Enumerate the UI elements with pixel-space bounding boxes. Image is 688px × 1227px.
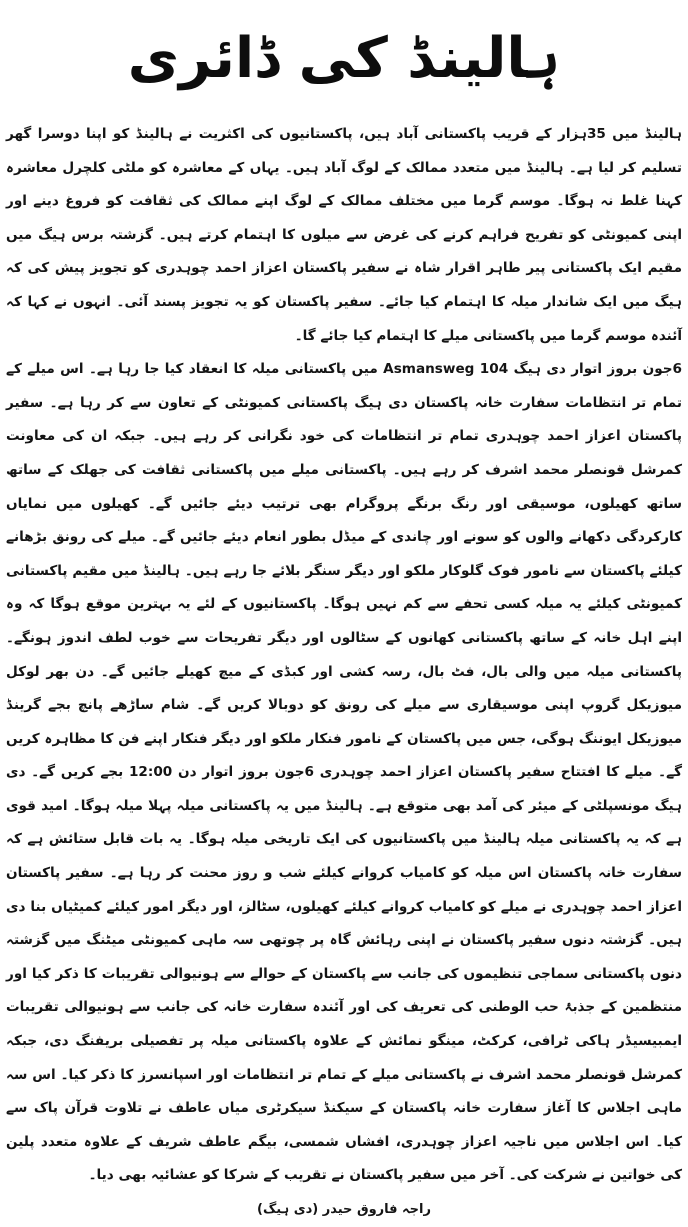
headline-block: [6, 0, 682, 118]
headline: ہالینڈ کی ڈائری: [127, 26, 561, 91]
byline: راجہ فاروق حیدر (دی ہیگ): [257, 1202, 431, 1217]
article-paragraph-2: 6جون بروز اتوار دی ہیگ Asmansweg 104 میں پاکستانی میلہ کا انعقاد کیا جا رہا ہے۔ اس میلے کے تمام تر انتظامات سفارت خانہ پاکستان دی ہیگ پاکستانی کمیونٹی کے تعاون سے کر رہا ہے۔ سفیر پاکستان اعزاز احمد چوہدری تمام تر انتظامات کی خود نگرانی کر رہے ہیں۔ جبکہ ان کی معاونت کمرشل قونصلر محمد اشرف کر رہے ہیں۔ پاکستانی میلے میں پاکستانی ثقافت کی جھلک کے ساتھ ساتھ کھیلوں، موسیقی اور رنگ برنگے پروگرام بھی ترتیب دیئے جائیں گے۔ کھیلوں میں نمایاں کارکردگی دکھانے والوں کو سونے اور چاندی کے میڈل بطور انعام دیئے جائیں گے۔ میلے کی رونق بڑھانے کیلئے پاکستان سے نامور فوک گلوکار ملکو اور دیگر سنگر بلائے جا رہے ہیں۔ ہالینڈ میں مقیم پاکستانی کمیونٹی کیلئے یہ میلہ کسی تحفے سے کم نہیں ہوگا۔ پاکستانیوں کے لئے یہ بہترین موقع ہوگا کہ وہ اپنے اہل خانہ کے ساتھ پاکستانی کھانوں کے سٹالوں اور دیگر تفریحات سے خوب لطف اندوز ہونگے۔ پاکستانی میلہ میں والی بال، فٹ بال، رسہ کشی اور کبڈی کے میچ کھیلے جائیں گے۔ دن بھر لوکل میوزیکل گروپ اپنی موسیقاری سے میلے کی رونق کو دوبالا کریں گے۔ شام ساڑھے پانچ بجے گرینڈ میوزیکل ایوننگ ہوگی، جس میں پاکستان کے نامور فنکار ملکو اور دیگر فنکار اپنے فن کا مظاہرہ کریں گے۔ میلے کا افتتاح سفیر پاکستان اعزاز احمد چوہدری 6جون بروز اتوار دن 12:00 بجے کریں گے۔ دی ہیگ مونسپلٹی کے میئر کی آمد بھی متوقع ہے۔ ہالینڈ میں یہ پاکستانی میلہ پہلا میلہ ہوگا۔ امید قوی ہے کہ یہ پاکستانی میلہ ہالینڈ میں پاکستانیوں کی ایک تاریخی میلہ ہوگا۔ یہ بات قابل ستائش ہے کہ سفارت خانہ پاکستان اس میلہ کو کامیاب کروانے کیلئے شب و روز محنت کر رہا ہے۔ سفیر پاکستان اعزاز احمد چوہدری نے میلے کو کامیاب کروانے کیلئے کھیلوں، سٹالز، اور دیگر امور کیلئے کمیٹیاں بنا دی ہیں۔ گزشتہ دنوں سفیر پاکستان نے اپنی رہائش گاہ پر چوتھی سہ ماہی کمیونٹی میٹنگ میں گزشتہ دنوں پاکستانی سماجی تنظیموں کی جانب سے پاکستان کے حوالے سے ہونیوالی تقریبات کا ذکر کیا اور منتظمین کے جذبۂ حب الوطنی کی تعریف کی اور آئندہ سفارت خانہ کی جانب سے ہونیوالی تقریبات ایمبیسیڈر ہاکی ٹرافی، کرکٹ، مینگو نمائش کے علاوہ پاکستانی میلہ پر تفصیلی بریفنگ دی، جبکہ کمرشل قونصلر محمد اشرف نے پاکستانی میلے کے تمام تر انتظامات اور اسپانسرز کا ذکر کیا۔ اس سہ ماہی اجلاس کا آغاز سفارت خانہ پاکستان کے سیکنڈ سیکرٹری میاں عاطف نے تلاوت قرآن پاک سے کیا۔ اس اجلاس میں ناجیہ اعزاز چوہدری، افشاں شمسی، بیگم عاطف شریف کے علاوہ متعدد پلین کی خواتین نے شرکت کی۔ آخر میں سفیر پاکستان نے تقریب کے شرکا کو عشائیہ بھی دیا۔: [6, 361, 682, 1184]
article-paragraph-1: ہالینڈ میں 35ہزار کے قریب پاکستانی آباد ہیں، پاکستانیوں کی اکثریت نے ہالینڈ کو اپنا دوسرا گھر تسلیم کر لیا ہے۔ ہالینڈ میں متعدد ممالک کے لوگ آباد ہیں۔ یہاں کے معاشرہ کو ملٹی کلچرل معاشرہ کہنا غلط نہ ہوگا۔ موسم گرما میں مختلف ممالک کے لوگ اپنے ممالک کی ثقافت کو فروغ دینے اور اپنی کمیونٹی کو تفریح فراہم کرنے کی غرض سے میلوں کا اہتمام کرتے ہیں۔ گزشتہ برس ہیگ میں مقیم ایک پاکستانی پیر طاہر اقرار شاہ نے سفیر پاکستان اعزاز احمد چوہدری کو تجویز پیش کی کہ ہیگ میں ایک شاندار میلہ کا اہتمام کیا جائے۔ سفیر پاکستان کو یہ تجویز پسند آئی۔ انہوں نے کہا کہ آئندہ موسم گرما میں پاکستانی میلے کا اہتمام کیا جائے گا۔: [6, 126, 682, 344]
article-body: [6, 118, 682, 1193]
